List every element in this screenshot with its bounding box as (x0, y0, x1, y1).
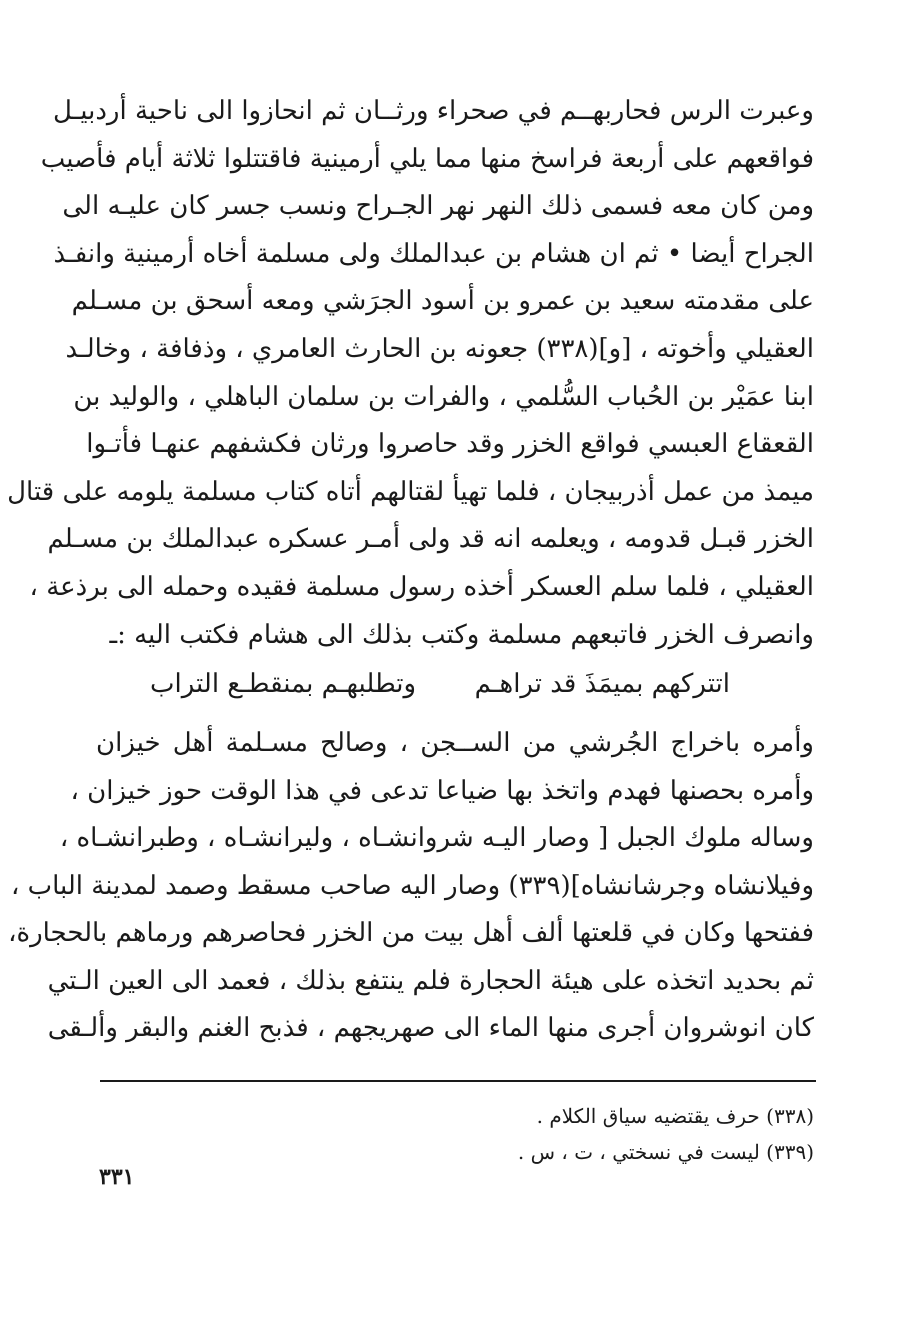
footnote: (٣٣٨) حرف يقتضيه سياق الكلام . (536, 1104, 814, 1128)
text-line: وأمره بحصنها فهدم واتخذ بها ضياعا تدعى في هذا الوقت حوز خيزان ، (70, 775, 814, 806)
text-line: العقيلي ، فلما سلم العسكر أخذه رسول مسلمة فقيده وحمله الى برذعة ، (29, 571, 814, 602)
text-line: ميمذ من عمل أذربيجان ، فلما تهيأ لقتالهم أتاه كتاب مسلمة يلومه على قتال (7, 476, 814, 507)
text-line: وعبرت الرس فحاربهــم في صحراء ورثــان ثم انحازوا الى ناحية أردبيـل (52, 96, 814, 126)
text-line: ثم بحديد اتخذه على هيئة الحجارة فلم ينتفع بذلك ، فعمد الى العين الـتي (47, 965, 814, 996)
text-line: وفيلانشاه وجرشانشاه](٣٣٩) وصار اليه صاحب مسقط وصمد لمدينة الباب ، (10, 870, 814, 901)
text-line: ففتحها وكان في قلعتها ألف أهل بيت من الخزر فحاصرهم ورماهم بالحجارة، (8, 918, 814, 948)
paragraph-2 (8, 720, 814, 1053)
text-line: كان انوشروان أجرى منها الماء الى صهريجهم ، فذبح الغنم والبقر وألـقى (47, 1013, 814, 1043)
footnote: (٣٣٩) ليست في نسختي ، ت ، س . (517, 1140, 814, 1164)
text-line: ابنا عمَيْر بن الحُباب السُّلمي ، والفرات بن سلمان الباهلي ، والوليد بن (73, 381, 814, 412)
text-line: الخزر قبـل قدومه ، ويعلمه انه قد ولى أمـر عسكره عبدالملك بن مسـلم (47, 524, 814, 555)
page-number: ٣٣١ (99, 1164, 135, 1190)
text-line: على مقدمته سعيد بن عمرو بن أسود الجرَشي ومعه أسحق بن مسـلم (71, 286, 814, 317)
poetry-verse (150, 660, 730, 708)
text-line: فواقعهم على أربعة فراسخ منها مما يلي أرمينية فاقتتلوا ثلاثة أيام فأصيب (40, 143, 814, 174)
text-line: وساله ملوك الجبل [ وصار اليـه شروانشـاه ، وليرانشـاه ، وطبرانشـاه ، (59, 823, 814, 853)
footnotes (96, 1098, 814, 1170)
paragraph-1 (7, 88, 814, 659)
footnote-divider (100, 1080, 816, 1082)
text-line: العقيلي وأخوته ، [و](٣٣٨) جعونه بن الحارث العامري ، وذفافة ، وخالـد (65, 333, 814, 364)
text-line: وانصرف الخزر فاتبعهم مسلمة وكتب بذلك الى هشام فكتب اليه :ـ (109, 619, 814, 650)
text-line: وأمره باخراج الجُرشي من الســجن ، وصالح مسـلمة أهل خيزان (96, 728, 814, 758)
text-line: القعقاع العبسي فواقع الخزر وقد حاصروا ورثان فكشفهم عنهـا فأتـوا (86, 429, 814, 460)
text-line: الجراح أيضا • ثم ان هشام بن عبدالملك ولى مسلمة أخاه أرمينية وانفـذ (53, 238, 814, 269)
text-line: ومن كان معه فسمى ذلك النهر نهر الجـراح ونسب جسر كان عليـه الى (62, 191, 814, 222)
verse-second-hemistich: وتطلبهـم بمنقطـع التراب (150, 669, 417, 699)
verse-first-hemistich: اتتركهم بميمَذَ قد تراهـم (474, 669, 730, 699)
